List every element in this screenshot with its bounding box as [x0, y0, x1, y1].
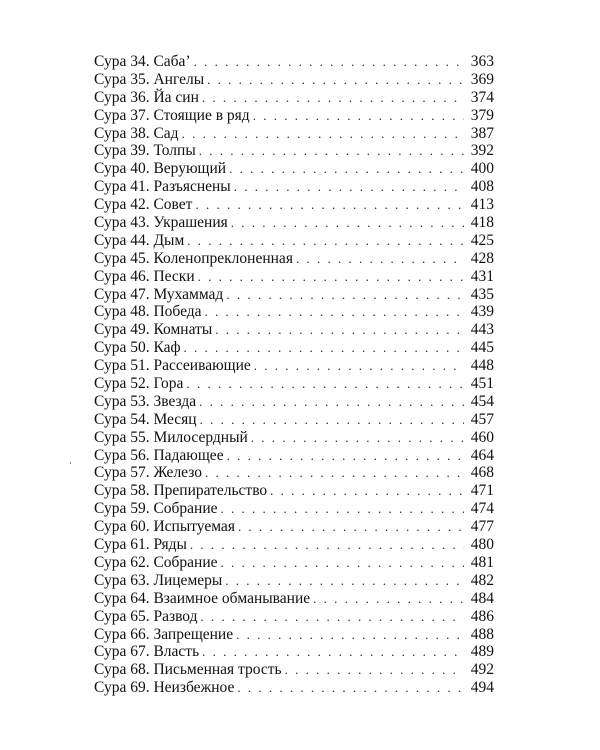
toc-entry — [94, 679, 494, 697]
toc-entry-title: Сура 47. Мухаммад — [94, 285, 224, 303]
toc-entry-title: Сура 36. Йа син — [94, 88, 199, 106]
toc-entry — [94, 447, 494, 465]
dot-leader — [238, 518, 464, 536]
toc-entry-title: Сура 65. Развод — [94, 607, 198, 625]
toc-entry — [94, 411, 494, 429]
toc-entry-title: Сура 44. Дым — [94, 231, 185, 249]
toc-entry-title: Сура 56. Падающее — [94, 446, 224, 464]
toc-entry — [94, 89, 494, 107]
toc-entry — [94, 482, 494, 500]
toc-entry — [94, 554, 494, 572]
dot-leader — [194, 53, 464, 71]
toc-entry-title: Сура 42. Совет — [94, 196, 193, 214]
dot-leader — [184, 339, 464, 357]
toc-entry-page-number: 489 — [470, 643, 494, 661]
dot-leader — [221, 554, 464, 572]
toc-entry-title: Сура 69. Неизбежное — [94, 679, 235, 697]
toc-entry-title: Сура 45. Коленопреклоненная — [94, 249, 293, 267]
toc-entry — [94, 643, 494, 661]
toc-entry-title: Сура 60. Испытуемая — [94, 518, 235, 536]
toc-entry-title: Сура 68. Письменная трость — [94, 661, 282, 679]
toc-entry-title: Сура 51. Рассеивающие — [94, 357, 251, 375]
toc-entry-page-number: 418 — [470, 214, 494, 232]
toc-entry-page-number: 435 — [470, 285, 494, 303]
toc-entry — [94, 339, 494, 357]
dot-leader — [198, 268, 464, 286]
toc-entry-page-number: 480 — [470, 536, 494, 554]
toc-entry-title: Сура 66. Запрещение — [94, 625, 234, 643]
toc-entry-title: Сура 58. Препирательство — [94, 482, 268, 500]
toc-entry-page-number: 477 — [470, 518, 494, 536]
dot-leader — [182, 125, 464, 143]
toc-entry-title: Сура 35. Ангелы — [94, 70, 205, 88]
toc-entry — [94, 214, 494, 232]
toc-entry-title: Сура 61. Ряды — [94, 536, 187, 554]
toc-entry-title: Сура 52. Гора — [94, 375, 184, 393]
toc-entry — [94, 268, 494, 286]
toc-entry-page-number: 460 — [470, 428, 494, 446]
toc-entry — [94, 572, 494, 590]
toc-entry-page-number: 454 — [470, 392, 494, 410]
dot-leader — [313, 590, 464, 608]
dot-leader — [270, 482, 464, 500]
toc-entry-page-number: 379 — [470, 106, 494, 124]
toc-entry-title: Сура 50. Каф — [94, 339, 181, 357]
toc-entry-title: Сура 63. Лицемеры — [94, 571, 223, 589]
dot-leader — [237, 679, 464, 697]
dot-leader — [296, 250, 464, 268]
toc-entry-page-number: 482 — [470, 571, 494, 589]
toc-entry-page-number: 439 — [470, 303, 494, 321]
toc-entry — [94, 590, 494, 608]
toc-entry-title: Сура 64. Взаимное обманывание — [94, 589, 311, 607]
dot-leader — [190, 536, 464, 554]
toc-entry — [94, 626, 494, 644]
dot-leader — [253, 107, 464, 125]
toc-entry — [94, 232, 494, 250]
dot-leader — [202, 89, 464, 107]
toc-entry-title: Сура 41. Разъяснены — [94, 178, 231, 196]
dot-leader — [234, 178, 464, 196]
toc-entry-page-number: 464 — [470, 446, 494, 464]
toc-entry — [94, 393, 494, 411]
toc-entry — [94, 71, 494, 89]
toc-entry — [94, 321, 494, 339]
dot-leader — [202, 643, 464, 661]
toc-entry-page-number: 374 — [470, 88, 494, 106]
toc-entry-title: Сура 53. Звезда — [94, 392, 197, 410]
toc-entry-page-number: 457 — [470, 410, 494, 428]
toc-entry — [94, 303, 494, 321]
toc-entry-page-number: 494 — [470, 679, 494, 697]
toc-entry-title: Сура 38. Сад — [94, 124, 179, 142]
dot-leader — [186, 375, 464, 393]
toc-entry-title: Сура 67. Власть — [94, 643, 200, 661]
toc-entry-page-number: 481 — [470, 553, 494, 571]
toc-entry-page-number: 369 — [470, 70, 494, 88]
toc-entry-title: Сура 46. Пески — [94, 267, 195, 285]
toc-entry — [94, 178, 494, 196]
toc-entry-title: Сура 62. Собрание — [94, 553, 218, 571]
dot-leader — [205, 303, 464, 321]
toc-entry-title: Сура 55. Милосердный — [94, 428, 248, 446]
toc-entry-title: Сура 40. Верующий — [94, 160, 227, 178]
dot-leader — [195, 196, 464, 214]
toc-entry — [94, 375, 494, 393]
toc-entry — [94, 518, 494, 536]
toc-entry — [94, 536, 494, 554]
toc-entry — [94, 160, 494, 178]
dot-leader — [231, 214, 464, 232]
toc-entry-title: Сура 57. Железо — [94, 464, 203, 482]
dot-leader — [187, 232, 464, 250]
toc-entry-page-number: 484 — [470, 589, 494, 607]
toc-entry-title: Сура 39. Толпы — [94, 142, 196, 160]
toc-entry-page-number: 445 — [470, 339, 494, 357]
toc-entry-title: Сура 54. Месяц — [94, 410, 197, 428]
toc-entry-title: Сура 48. Победа — [94, 303, 202, 321]
toc-entry-page-number: 451 — [470, 375, 494, 393]
toc-entry-page-number: 363 — [470, 53, 494, 70]
toc-entry-page-number: 488 — [470, 625, 494, 643]
toc-entry-page-number: 448 — [470, 357, 494, 375]
toc-entry — [94, 500, 494, 518]
toc-entry — [94, 142, 494, 160]
toc-entry-page-number: 486 — [470, 607, 494, 625]
toc-entry-page-number: 413 — [470, 196, 494, 214]
dot-leader — [205, 464, 464, 482]
toc-entry — [94, 608, 494, 626]
toc-entry-title: Сура 43. Украшения — [94, 214, 228, 232]
table-of-contents — [94, 53, 494, 697]
toc-entry-title: Сура 49. Комнаты — [94, 321, 213, 339]
dot-leader — [227, 447, 464, 465]
toc-entry-page-number: 387 — [470, 124, 494, 142]
dot-leader — [221, 500, 464, 518]
toc-entry — [94, 464, 494, 482]
dot-leader — [215, 321, 464, 339]
dot-leader — [229, 160, 464, 178]
dot-leader — [200, 608, 464, 626]
toc-entry-page-number: 400 — [470, 160, 494, 178]
dot-leader — [199, 393, 464, 411]
toc-entry-page-number: 428 — [470, 249, 494, 267]
toc-entry — [94, 286, 494, 304]
toc-entry — [94, 125, 494, 143]
toc-entry-page-number: 471 — [470, 482, 494, 500]
toc-entry — [94, 357, 494, 375]
dot-leader — [285, 661, 464, 679]
toc-entry-page-number: 492 — [470, 661, 494, 679]
dot-leader — [225, 572, 464, 590]
dot-leader — [207, 71, 464, 89]
toc-entry-title: Сура 34. Саба’ — [94, 53, 191, 70]
toc-entry-page-number: 468 — [470, 464, 494, 482]
toc-entry — [94, 53, 494, 71]
toc-entry — [94, 196, 494, 214]
dot-leader — [254, 357, 464, 375]
margin-speck — [70, 462, 71, 464]
dot-leader — [251, 429, 464, 447]
toc-entry-page-number: 443 — [470, 321, 494, 339]
toc-entry-page-number: 392 — [470, 142, 494, 160]
toc-entry — [94, 250, 494, 268]
dot-leader — [236, 626, 464, 644]
toc-entry — [94, 429, 494, 447]
toc-entry-page-number: 474 — [470, 500, 494, 518]
toc-entry-title: Сура 59. Собрание — [94, 500, 218, 518]
toc-entry-page-number: 408 — [470, 178, 494, 196]
dot-leader — [200, 411, 464, 429]
dot-leader — [199, 142, 464, 160]
toc-entry — [94, 107, 494, 125]
toc-entry-page-number: 431 — [470, 267, 494, 285]
toc-entry-page-number: 425 — [470, 231, 494, 249]
toc-entry-title: Сура 37. Стоящие в ряд — [94, 106, 250, 124]
toc-entry — [94, 661, 494, 679]
dot-leader — [226, 286, 464, 304]
